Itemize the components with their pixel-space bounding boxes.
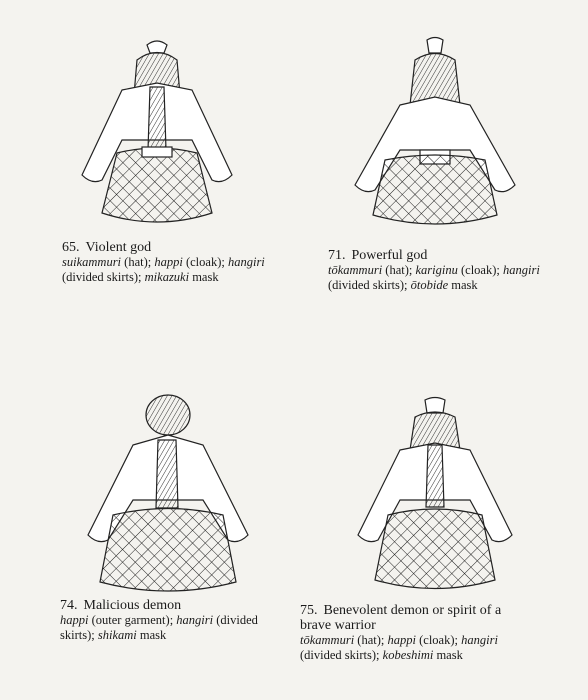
- term-italic: hangiri: [176, 613, 214, 627]
- gloss-text: (hat);: [121, 255, 155, 269]
- gloss-text: (hat);: [354, 633, 388, 647]
- term-italic: tōkammuri: [300, 633, 355, 647]
- figure-description: [60, 613, 280, 643]
- gloss-text: (divided skirts);: [60, 613, 258, 642]
- wig-shape: [146, 395, 190, 435]
- term-italic: hangiri: [502, 263, 540, 277]
- figure-description: [328, 263, 553, 293]
- figure-74-illustration: [78, 390, 258, 600]
- gloss-text: mask: [136, 628, 167, 642]
- gloss-text: mask: [189, 270, 219, 284]
- term-italic: suikammuri: [62, 255, 122, 269]
- skirt-shape: [375, 509, 495, 589]
- term-italic: hangiri: [461, 633, 498, 647]
- figure-65-illustration: [72, 35, 242, 235]
- robe-front-shape: [148, 87, 166, 150]
- figure-title: Powerful god: [351, 248, 428, 263]
- term-italic: tōkammuri: [328, 263, 383, 277]
- caption-71: [328, 248, 553, 293]
- figure-number: 65.: [62, 240, 80, 255]
- gloss-text: (divided skirts);: [300, 648, 383, 662]
- figure-number: 71.: [328, 248, 346, 263]
- term-italic: ōtobide: [410, 278, 449, 292]
- term-italic: kariginu: [415, 263, 458, 277]
- term-italic: shikami: [97, 628, 137, 642]
- hat-shape: [425, 398, 445, 414]
- gloss-text: (cloak);: [415, 633, 462, 647]
- gloss-text: (cloak);: [457, 263, 503, 277]
- skirt-shape: [373, 155, 497, 224]
- figure-description: [62, 255, 282, 285]
- term-italic: mikazuki: [144, 270, 190, 284]
- gloss-text: (hat);: [382, 263, 416, 277]
- caption-75: [300, 603, 530, 663]
- hat-shape: [147, 41, 167, 53]
- figure-number: 74.: [60, 598, 78, 613]
- skirt-shape: [100, 509, 236, 592]
- gloss-text: (cloak);: [182, 255, 228, 269]
- skirt-shape: [102, 148, 212, 222]
- figure-title: Malicious demon: [83, 598, 182, 613]
- term-italic: hangiri: [227, 255, 265, 269]
- gloss-text: (divided skirts);: [62, 270, 145, 284]
- robe-front-shape: [426, 445, 444, 507]
- term-italic: happi: [154, 255, 183, 269]
- robe-front-shape: [156, 440, 178, 508]
- gloss-text: mask: [448, 278, 478, 292]
- term-italic: happi: [387, 633, 416, 647]
- term-italic: kobeshimi: [382, 648, 434, 662]
- figure-75-illustration: [350, 395, 520, 600]
- caption-74: [60, 598, 280, 643]
- gloss-text: mask: [433, 648, 463, 662]
- figure-number: 75.: [300, 603, 318, 618]
- gloss-text: (divided skirts);: [328, 278, 411, 292]
- term-italic: happi: [60, 613, 89, 627]
- figure-title: Benevolent demon or spirit of a brave warrior: [300, 603, 502, 633]
- caption-65: [62, 240, 282, 285]
- hat-shape: [427, 38, 443, 54]
- figure-71-illustration: [345, 35, 525, 235]
- figure-description: [300, 633, 530, 663]
- figure-title: Violent god: [85, 240, 152, 255]
- gloss-text: (outer garment);: [88, 613, 177, 627]
